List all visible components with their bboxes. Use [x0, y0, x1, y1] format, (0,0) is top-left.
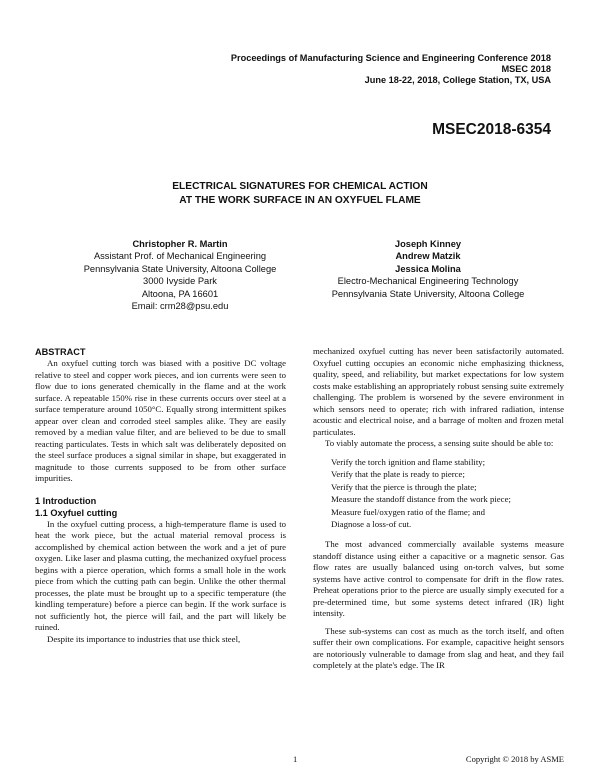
author-address-2: Altoona, PA 16601 — [141, 288, 219, 299]
conference-dates-location: June 18-22, 2018, College Station, TX, USA — [364, 75, 551, 85]
abstract-heading: ABSTRACT — [35, 347, 86, 357]
list-item: Diagnose a loss-of cut. — [331, 519, 412, 530]
list-item: Verify that the pierce is through the plate; — [331, 481, 477, 492]
author-name: Jessica Molina — [395, 263, 461, 274]
author-name: Christopher R. Martin — [132, 239, 228, 249]
requirements-list — [313, 456, 564, 532]
title-line-2: AT THE WORK SURFACE IN AN OXYFUEL FLAME — [179, 194, 421, 206]
author-email: Email: crm28@psu.edu — [131, 301, 229, 312]
author-block-left — [60, 238, 300, 312]
copyright-notice: Copyright © 2018 by ASME — [465, 754, 564, 764]
page-number: 1 — [293, 754, 298, 764]
intro-paragraph-1: In the oxyfuel cutting process, a high-temperature flame is used to heat the work piece, but the actual material removal process is accomplished by chemical action between the work and a jet of pure oxygen. Like laser and plasma cutting, the mechanized oxyfuel process begins with a pierce operation, which forms a small hole in the work piece from which the cutting path can begin. Unlike the other thermal processes, the plate must be brought up to a specific temperature (the kindling temperature) before a pierce can begin. If the work surface is not sufficiently hot, the pierce will fail, and the part will likely be ruined. — [35, 518, 286, 632]
author-name: Joseph Kinney — [394, 239, 462, 249]
paragraph-sensing-suite: To viably automate the process, a sensing suite should be able to: — [325, 438, 554, 448]
abstract-text: An oxyfuel cutting torch was biased with a positive DC voltage relative to steel and copper work pieces, and ion currents were seen to flow due to ions generated chemically in the flame and at the work surface. A repeatable 150% rise in these currents occurs over steel at a surface temperature around 1050°C. Equally strong intermittent spikes appear over clean and corroded steel samples alike. They are easily removed by a median value filter, and are believed to be due to small reacting particulates. Tests in which salt was deliberately deposited on the steel surface produces a signal similar in shape, but exaggerated in magnitude to those currents supposed to be from other surface impurities. — [35, 358, 286, 483]
list-item: Verify the torch ignition and flame stability; — [331, 456, 486, 467]
conference-name: Proceedings of Manufacturing Science and Engineering Conference 2018 — [230, 53, 551, 63]
author-affiliation: Pennsylvania State University, Altoona College — [331, 288, 525, 299]
paragraph-commercial-systems: The most advanced commercially available systems measure standoff distance using either a capacitive or a magnetic sensor. Gas flow rates are usually balanced using on-torch valves, but some systems have active control to compensate for drift in the flow rates. Preheat operations prior to the pierce are usually simply executed for a pre-determined time, but some systems detect infrared (IR) light intensity. — [313, 539, 564, 619]
subsection-heading-oxyfuel-cutting: 1.1 Oxyfuel cutting — [35, 507, 118, 518]
author-position: Assistant Prof. of Mechanical Engineering — [93, 251, 267, 262]
left-column — [35, 346, 286, 645]
list-item: Measure the standoff distance from the work piece; — [331, 494, 511, 505]
list-item: Measure fuel/oxygen ratio of the flame; and — [331, 506, 486, 517]
author-department: Electro-Mechanical Engineering Technology — [337, 276, 519, 287]
intro-paragraph-2: Despite its importance to industries that use thick steel, — [47, 633, 241, 644]
title-line-1: ELECTRICAL SIGNATURES FOR CHEMICAL ACTION — [172, 181, 428, 192]
paper-id: MSEC2018-6354 — [432, 121, 551, 138]
section-heading-introduction: 1 Introduction — [35, 495, 97, 506]
list-item: Verify that the plate is ready to pierce; — [331, 469, 465, 480]
author-affiliation: Pennsylvania State University, Altoona College — [83, 263, 277, 274]
author-name: Andrew Matzik — [395, 251, 461, 262]
right-column — [313, 346, 564, 672]
paragraph-continued: mechanized oxyfuel cutting has never been satisfactorily automated. Oxyfuel cutting occupies an economic niche emphasizing thickness, quality, speed, and reliability, but market expectations for low system costs make establishing an appropriately robust sensing suite extremely challenging. The problem is worsened by the severe environment in which sensors need to operate; rich with infrared radiation, intense acoustic and electrical noise, and a barrage of molten and frozen metal particulates. — [313, 346, 564, 437]
author-address-1: 3000 Ivyside Park — [143, 276, 217, 287]
author-block-right — [308, 238, 548, 300]
conference-header — [231, 53, 551, 86]
paragraph-subsystems: These sub-systems can cost as much as the torch itself, and often suffer their own complications. For example, capacitive height sensors are notoriously vulnerable to damage from slag and heat, and they fail completely at the plate's edge. The IR — [313, 625, 564, 671]
paper-title — [0, 180, 600, 207]
conference-short-name: MSEC 2018 — [501, 64, 551, 74]
